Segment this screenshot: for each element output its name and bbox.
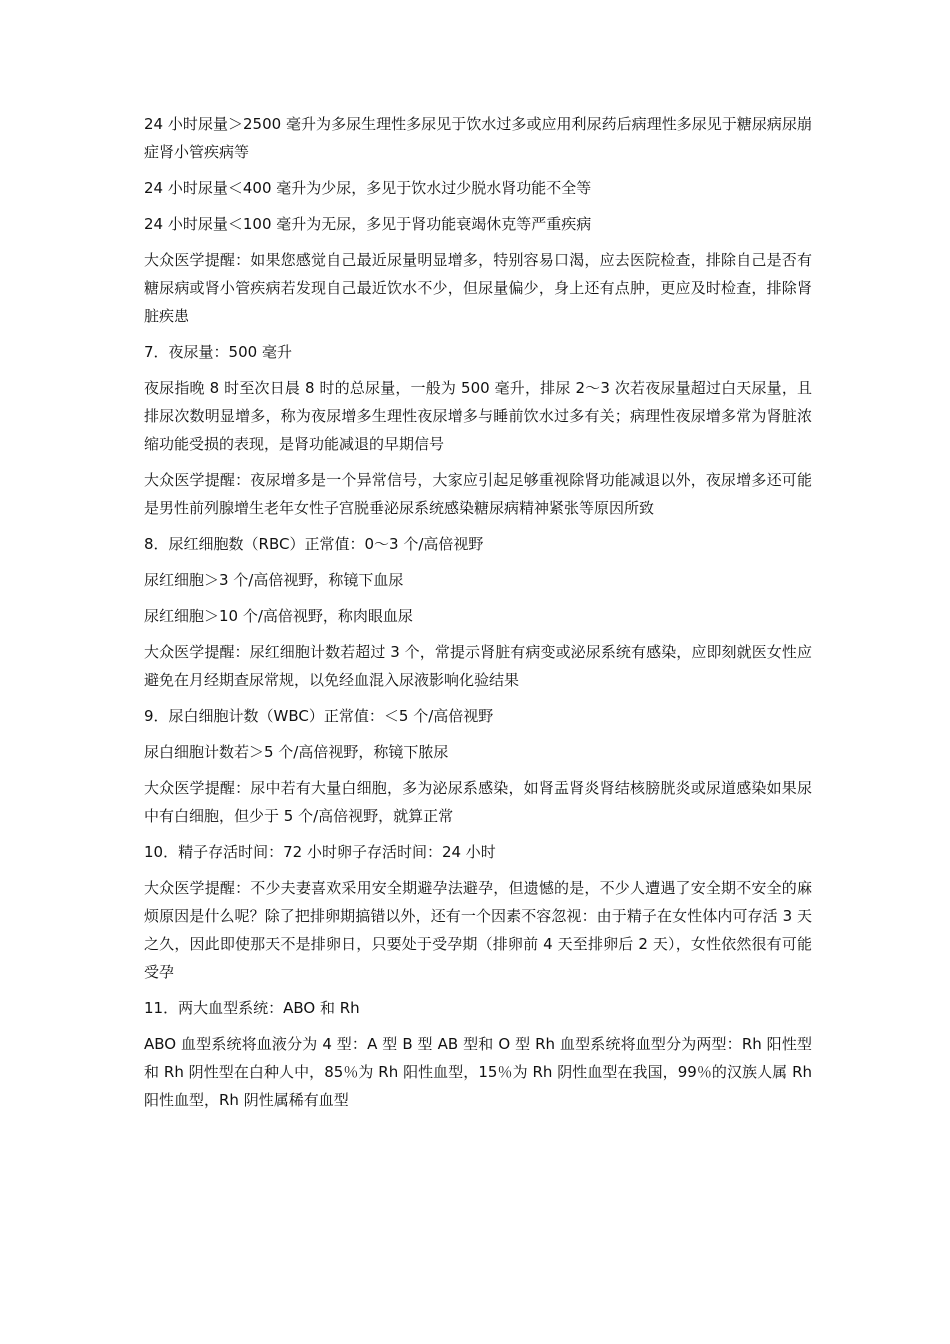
paragraph-anuria: 24 小时尿量＜100 毫升为无尿，多见于肾功能衰竭休克等严重疾病 [144, 215, 592, 233]
heading-rbc: 8．尿红细胞数（RBC）正常值：0～3 个/高倍视野 [144, 535, 484, 553]
heading-blood-type-systems: 11．两大血型系统：ABO 和 Rh [144, 999, 360, 1017]
document-body [144, 110, 812, 1122]
heading-night-urine: 7．夜尿量：500 毫升 [144, 343, 292, 361]
paragraph-rbc-microscopic: 尿红细胞＞3 个/高倍视野，称镜下血尿 [144, 571, 404, 589]
paragraph-wbc-pyuria: 尿白细胞计数若＞5 个/高倍视野，称镜下脓尿 [144, 743, 449, 761]
paragraph-rbc-gross: 尿红细胞＞10 个/高倍视野，称肉眼血尿 [144, 607, 413, 625]
paragraph-urine-volume-reminder: 大众医学提醒：如果您感觉自己最近尿量明显增多，特别容易口渴，应去医院检查，排除自己是否有糖尿病或肾小管疾病若发现自己最近饮水不少，但尿量偏少，身上还有点肿，更应及时检查，排除肾脏疾患 [144, 251, 812, 325]
paragraph-blood-types: ABO 血型系统将血液分为 4 型：A 型 B 型 AB 型和 O 型 Rh 血型系统将血型分为两型：Rh 阳性型和 Rh 阴性型在白种人中，85％为 Rh 阳性血型，15％为 Rh 阴性血型在我国，99％的汉族人属 Rh 阳性血型，Rh 阴性属稀有血型 [144, 1035, 812, 1109]
paragraph-night-urine: 夜尿指晚 8 时至次日晨 8 时的总尿量，一般为 500 毫升，排尿 2～3 次若夜尿量超过白天尿量，且排尿次数明显增多，称为夜尿增多生理性夜尿增多与睡前饮水过多有关；病理性夜尿增多常为肾脏浓缩功能受损的表现，是肾功能减退的早期信号 [144, 379, 812, 453]
paragraph-polyuria: 24 小时尿量＞2500 毫升为多尿生理性多尿见于饮水过多或应用利尿药后病理性多尿见于糖尿病尿崩症肾小管疾病等 [144, 115, 812, 161]
paragraph-oliguria: 24 小时尿量＜400 毫升为少尿，多见于饮水过少脱水肾功能不全等 [144, 179, 592, 197]
paragraph-night-urine-reminder: 大众医学提醒：夜尿增多是一个异常信号，大家应引起足够重视除肾功能减退以外，夜尿增多还可能是男性前列腺增生老年女性子宫脱垂泌尿系统感染糖尿病精神紧张等原因所致 [144, 471, 812, 517]
paragraph-safe-period-reminder: 大众医学提醒：不少夫妻喜欢采用安全期避孕法避孕，但遗憾的是，不少人遭遇了安全期不安全的麻烦原因是什么呢？除了把排卵期搞错以外，还有一个因素不容忽视：由于精子在女性体内可存活 3 天之久，因此即使那天不是排卵日，只要处于受孕期（排卵前 4 天至排卵后 2 天），女性依然很有可能受孕 [144, 879, 812, 981]
paragraph-rbc-reminder: 大众医学提醒：尿红细胞计数若超过 3 个，常提示肾脏有病变或泌尿系统有感染，应即刻就医女性应避免在月经期查尿常规，以免经血混入尿液影响化验结果 [144, 643, 812, 689]
paragraph-wbc-reminder: 大众医学提醒：尿中若有大量白细胞，多为泌尿系感染，如肾盂肾炎肾结核膀胱炎或尿道感染如果尿中有白细胞，但少于 5 个/高倍视野，就算正常 [144, 779, 812, 825]
heading-wbc: 9．尿白细胞计数（WBC）正常值：＜5 个/高倍视野 [144, 707, 494, 725]
heading-sperm-egg-survival: 10．精子存活时间：72 小时卵子存活时间：24 小时 [144, 843, 496, 861]
